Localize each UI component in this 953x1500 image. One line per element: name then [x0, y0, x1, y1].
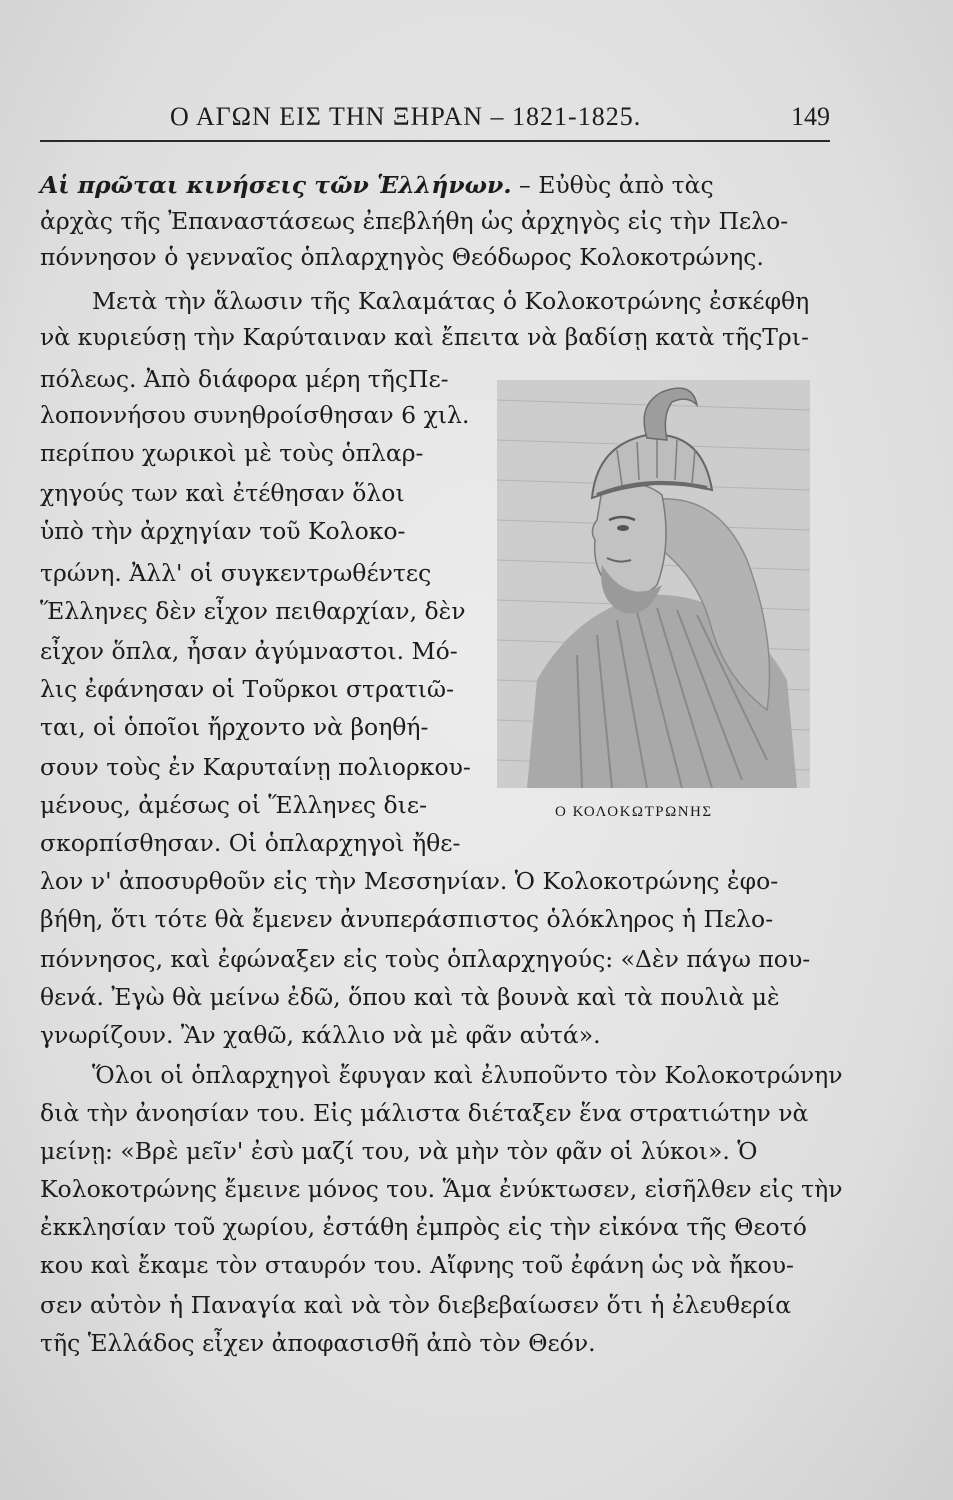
text-line: περίπου χωρικοὶ μὲ τοὺς ὁπλαρ-: [40, 439, 424, 467]
kolokotronis-portrait: [497, 380, 810, 788]
text-line: ἐκκλησίαν τοῦ χωρίου, ἐστάθη ἐμπρὸς εἰς τὴν εἰκόνα τῆς Θεοτό: [40, 1213, 807, 1241]
text-line: διὰ τὴν ἀνοησίαν του. Εἰς μάλιστα διέταξεν ἕνα στρατιώτην νὰ: [40, 1099, 809, 1127]
text-line: λον ν' ἀποσυρθοῦν εἰς τὴν Μεσσηνίαν. Ὁ Κολοκοτρώνης ἐφο-: [40, 867, 779, 895]
text-line: σκορπίσθησαν. Οἱ ὁπλαρχηγοὶ ἤθε-: [40, 829, 461, 857]
text-line: τρώνη. Ἀλλ' οἱ συγκεντρωθέντες: [40, 559, 432, 587]
text-line: λις ἐφάνησαν οἱ Τοῦρκοι στρατιῶ-: [40, 675, 455, 703]
text-line: ὑπὸ τὴν ἀρχηγίαν τοῦ Κολοκο-: [40, 517, 406, 545]
text-line: Ὅλοι οἱ ὁπλαρχηγοὶ ἔφυγαν καὶ ἐλυποῦντο τὸν Κολοκοτρώνην: [92, 1061, 843, 1089]
section-heading: Αἱ πρῶται κινήσεις τῶν Ἑλλήνων.: [40, 171, 512, 199]
text-line: γνωρίζουν. Ἂν χαθῶ, κάλλιο νὰ μὲ φᾶν αὐτά».: [40, 1021, 601, 1049]
text-line: Μετὰ τὴν ἅλωσιν τῆς Καλαμάτας ὁ Κολοκοτρώνης ἐσκέφθη: [92, 287, 810, 315]
text-line: εἶχον ὅπλα, ἦσαν ἀγύμναστοι. Μό-: [40, 637, 458, 665]
text-line: θενά. Ἐγὼ θὰ μείνω ἐδῶ, ὅπου καὶ τὰ βουνὰ καὶ τὰ πουλιὰ μὲ: [40, 983, 780, 1011]
header-rule: [40, 140, 830, 142]
text-line: λοποννήσου συνηθροίσθησαν 6 χιλ.: [40, 401, 470, 429]
text-line: πόλεως. Ἀπὸ διάφορα μέρη τῆςΠε-: [40, 365, 449, 393]
text-line: χηγούς των καὶ ἐτέθησαν ὅλοι: [40, 479, 405, 507]
page-number: 149: [791, 102, 830, 131]
text-line: κου καὶ ἔκαμε τὸν σταυρόν του. Αἴφνης τοῦ ἐφάνη ὡς νὰ ἤκου-: [40, 1251, 794, 1279]
text-line: σεν αὐτὸν ἡ Παναγία καὶ νὰ τὸν διεβεβαίωσεν ὅτι ἡ ἐλευθερία: [40, 1291, 792, 1319]
running-title: Ο ΑΓΩΝ ΕΙΣ ΤΗΝ ΞΗΡΑΝ – 1821-1825.: [170, 102, 642, 131]
text-line: Κολοκοτρώνης ἔμεινε μόνος του. Ἅμα ἐνύκτωσεν, εἰσῆλθεν εἰς τὴν: [40, 1175, 843, 1203]
text-line: τῆς Ἑλλάδος εἶχεν ἀποφασισθῆ ἀπὸ τὸν Θεόν.: [40, 1329, 596, 1357]
text-line: πόννησος, καὶ ἐφώναξεν εἰς τοὺς ὁπλαρχηγούς: «Δὲν πάγω που-: [40, 945, 811, 973]
text-line: βήθη, ὅτι τότε θὰ ἔμενεν ἀνυπεράσπιστος ὁλόκληρος ἡ Πελο-: [40, 905, 774, 933]
text-line: πόννησον ὁ γενναῖος ὁπλαρχηγὸς Θεόδωρος Κολοκοτρώνης.: [40, 243, 764, 271]
text-line: ἀρχὰς τῆς Ἐπαναστάσεως ἐπεβλήθη ὡς ἀρχηγὸς εἰς τὴν Πελο-: [40, 207, 789, 235]
page-header: [40, 96, 830, 136]
text-line: – Εὐθὺς ἀπὸ τὰς: [519, 171, 714, 199]
text-line: ται, οἱ ὁποῖοι ἤρχοντο νὰ βοηθή-: [40, 713, 429, 741]
text-line: μείνῃ: «Βρὲ μεῖν' ἐσὺ μαζί του, νὰ μὴν τὸν φᾶν οἱ λύκοι». Ὁ: [40, 1137, 758, 1165]
text-line: νὰ κυριεύσῃ τὴν Καρύταιναν καὶ ἔπειτα νὰ βαδίσῃ κατὰ τῆςΤρι-: [40, 323, 809, 351]
text-line-1: [40, 168, 714, 202]
text-line: μένους, ἀμέσως οἱ Ἕλληνες διε-: [40, 791, 428, 819]
portrait-engraving: [497, 380, 810, 788]
text-line: σουν τοὺς ἐν Καρυταίνῃ πολιορκου-: [40, 753, 471, 781]
text-line: Ἕλληνες δὲν εἶχον πειθαρχίαν, δὲν: [40, 597, 466, 625]
portrait-caption: Ο ΚΟΛΟΚΩΤΡΩΝΗΣ: [555, 804, 713, 820]
